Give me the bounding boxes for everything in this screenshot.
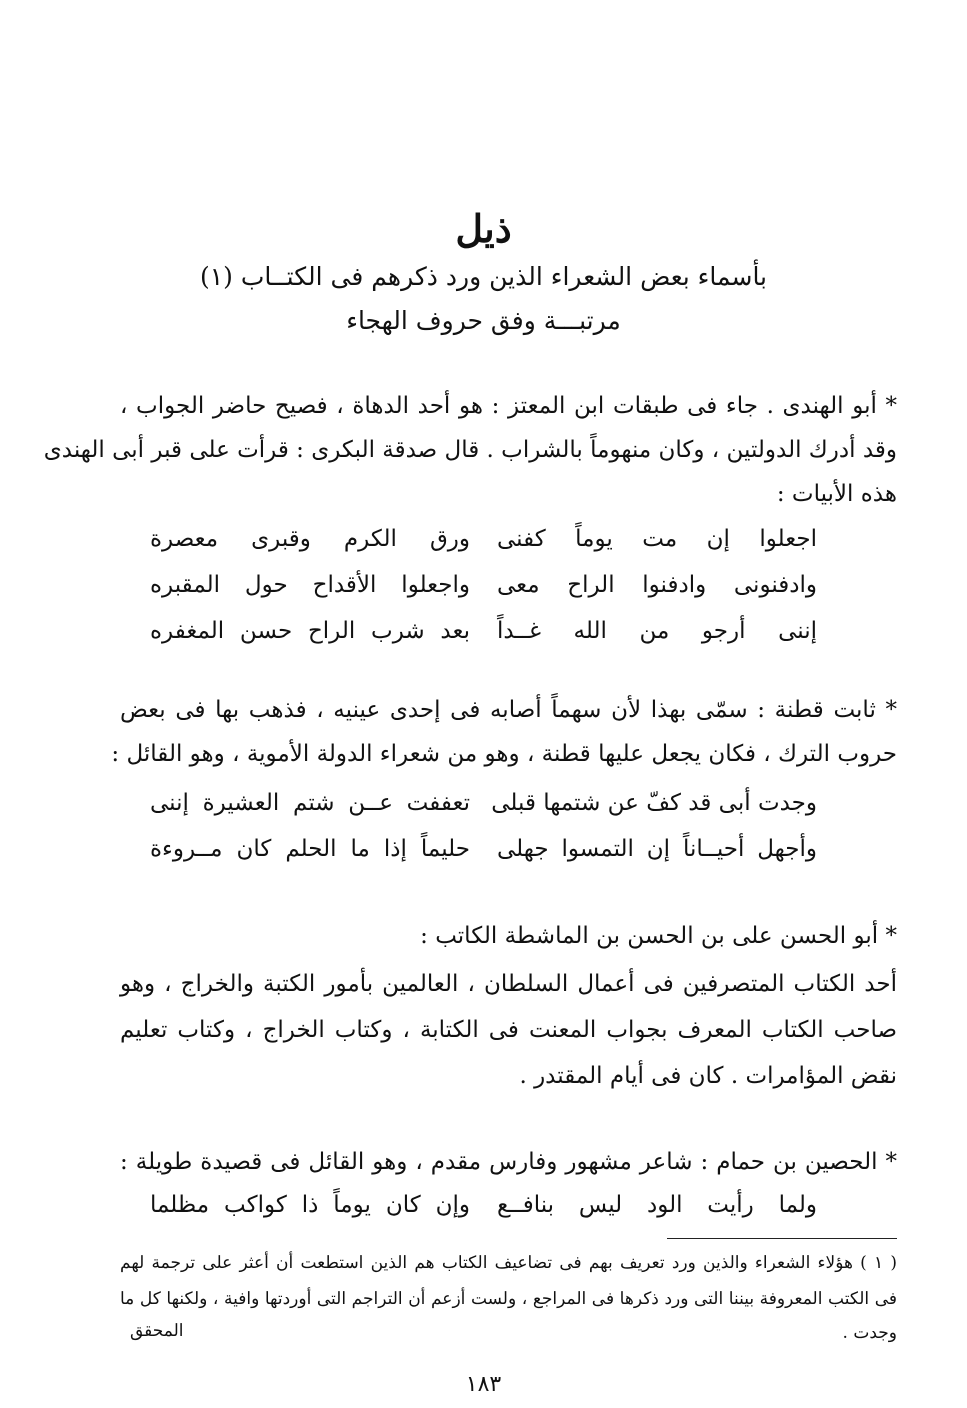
verse-row <box>150 526 817 560</box>
entry-ibn-almashita-line-1: * أبو الحسن على بن الحسن بن الماشطة الكاتب : <box>420 923 897 949</box>
verse-first-hemistich: وادفنونى وادفنوا الراح معى <box>497 572 817 598</box>
appendix-subtitle: بأسماء بعض الشعراء الذين ورد ذكرهم فى الكتــاب (١) <box>199 262 768 291</box>
verse-row <box>150 790 817 824</box>
entry-ibn-almashita-line-3: صاحب الكتاب المعرف بجواب المعنت فى الكتابة ، وكتاب الخراج ، وكتاب تعليم <box>120 1017 897 1043</box>
verse-first-hemistich: اجعلوا إن مت يوماً كفنى <box>497 526 817 552</box>
verse-second-hemistich: واجعلوا الأقداح حول المقبره <box>150 572 470 598</box>
verse-second-hemistich: وإن كان يوماً ذا كواكب مظلما <box>150 1192 470 1218</box>
entry-thabit-qutna-line-2: حروب الترك ، فكان يجعل عليها قطنة ، وهو من شعراء الدولة الأموية ، وهو القائل : <box>111 741 897 767</box>
footnote-line: وجدت . <box>842 1323 897 1343</box>
verse-second-hemistich: بعد شرب الراح حسن المغفره <box>150 618 470 644</box>
verse-row <box>150 618 817 652</box>
verse-second-hemistich: ورق الكرم وقبرى معصرة <box>150 526 470 552</box>
verse-second-hemistich: تعففت عــن شتم العشيرة إننى <box>150 790 470 816</box>
entry-thabit-qutna-line-1: * ثابت قطنة : سمّى بهذا لأن سهماً أصابه فى إحدى عينيه ، فذهب بها فى بعض <box>120 697 897 723</box>
entry-ibn-almashita-line-4: نقض المؤامرات . كان فى أيام المقتدر . <box>519 1063 897 1089</box>
verse-second-hemistich: حليماً إذا ما الحلم كان مــروءة <box>150 836 470 862</box>
footnote-separator <box>667 1238 897 1239</box>
verse-row <box>150 836 817 870</box>
verse-first-hemistich: إننى أرجو من الله غــداً <box>497 618 817 644</box>
appendix-subtitle-order: مرتبـــة وفق حروف الهجاء <box>346 306 621 335</box>
entry-abu-alhindi-line-1: * أبو الهندى . جاء فى طبقات ابن المعتز : هو أحد الدهاة ، فصيح حاضر الجواب ، <box>120 393 897 419</box>
entry-abu-alhindi-line-3: هذه الأبيات : <box>776 481 897 507</box>
page-number: ١٨٣ <box>465 1372 502 1397</box>
verse-first-hemistich: وجدت أبى قد كفّ عن شتمها قبلى <box>491 790 817 816</box>
footnote-line: فى الكتب المعروفة بيننا التى ورد ذكرها فى المراجع ، ولست أزعم أن التراجم التى أوردتها وافية ، ولكنها كل ما <box>120 1289 897 1309</box>
verse-first-hemistich: وأجهل أحيــاناً إن التمسوا جهلى <box>497 836 817 862</box>
footnote-signer: المحقق <box>130 1321 184 1341</box>
entry-alhusayn-line-1: * الحصين بن حمام : شاعر مشهور وفارس مقدم ، وهو القائل فى قصيدة طويلة : <box>120 1149 897 1175</box>
footnote-line: ( ١ ) هؤلاء الشعراء والذين ورد تعريف بهم فى تضاعيف الكتاب هم الذين استطعت أن أعثر على ترجمة لهم <box>120 1253 897 1273</box>
entry-abu-alhindi-line-2: وقد أدرك الدولتين ، وكان منهوماً بالشراب . قال صدقة البكرى : قرأت على قبر أبى الهندى <box>43 437 897 463</box>
appendix-title: ذيل <box>455 206 512 251</box>
verse-first-hemistich: ولما رأيت الود ليس بنافــع <box>497 1192 817 1218</box>
verse-row <box>150 1192 817 1226</box>
verse-row <box>150 572 817 606</box>
entry-ibn-almashita-line-2: أحد الكتاب المتصرفين فى أعمال السلطان ، العالمين بأمور الكتبة والخراج ، وهو <box>120 971 897 997</box>
